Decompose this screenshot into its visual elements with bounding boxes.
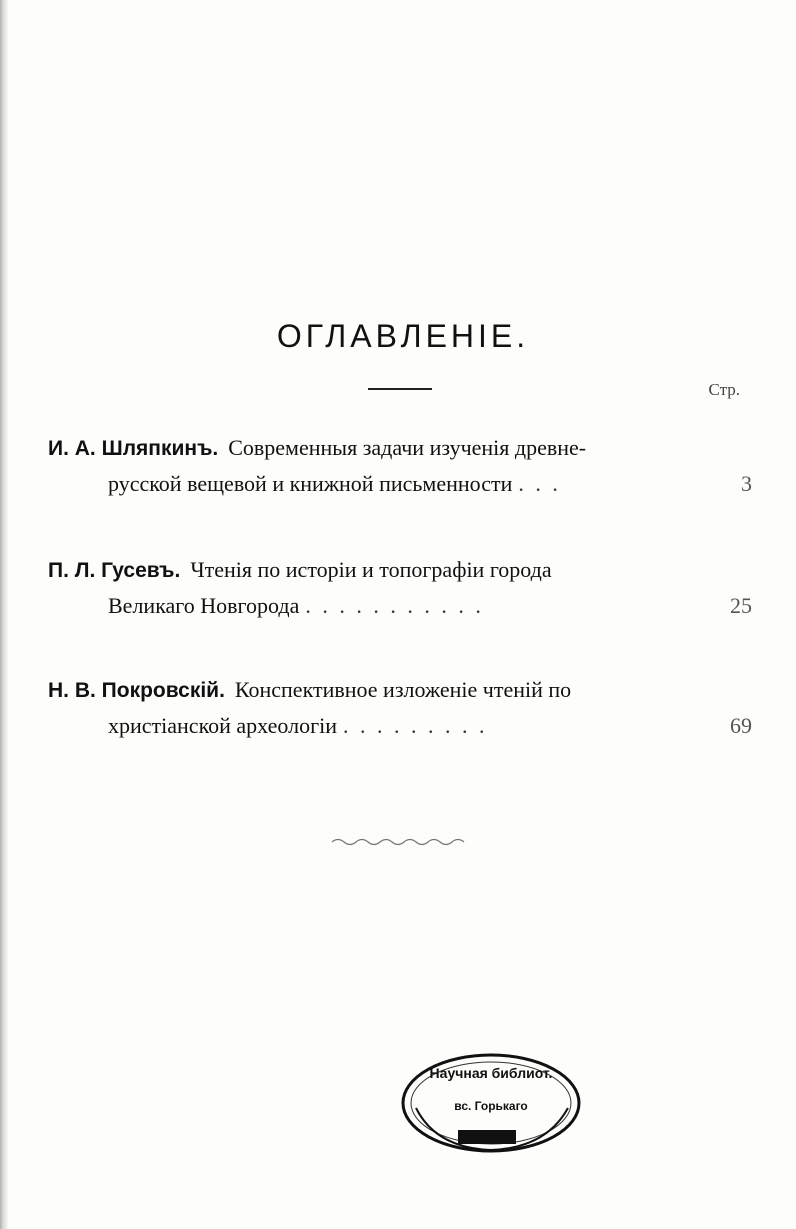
- toc-entry-page-number: 69: [730, 713, 752, 738]
- toc-entry-title-line-2: русской вещевой и книжной письменности: [108, 471, 513, 496]
- dot-leader: . . . . . . . . .: [343, 713, 488, 738]
- dot-leader: . . . . . . . . . . .: [305, 593, 484, 618]
- stamp-middle-text: вс. Горькаго: [454, 1099, 528, 1113]
- toc-entry-author: Н. В. Покровскій.: [48, 679, 225, 702]
- toc-entry-author: П. Л. Гусевъ.: [48, 559, 181, 582]
- toc-entry: [48, 672, 752, 744]
- toc-entry: [48, 552, 752, 624]
- stamp-top-text: Научная библиот.: [429, 1065, 553, 1081]
- toc-entry-line-2: [48, 466, 752, 502]
- toc-entry-page-number: 3: [741, 471, 752, 496]
- toc-entry-line-1: [48, 430, 752, 466]
- toc-entry-line-2: [48, 708, 752, 744]
- toc-entry-title-line-2: христіанской археологіи: [108, 713, 337, 738]
- page-column-header: Стр.: [708, 380, 740, 399]
- stamp-smudge: [458, 1130, 516, 1144]
- toc-entry-line-1: [48, 672, 752, 708]
- toc-entry-title-line-2: Великаго Новгорода: [108, 593, 300, 618]
- toc-entry-author: И. А. Шляпкинъ.: [48, 437, 219, 460]
- page-binding-edge: [0, 0, 8, 1229]
- toc-entry-line-1: [48, 552, 752, 588]
- toc-entry: [48, 430, 752, 502]
- title-divider: [368, 388, 432, 390]
- toc-entry-page-number: 25: [730, 593, 752, 618]
- page-title: ОГЛАВЛЕНІЕ.: [276, 318, 530, 354]
- dot-leader: . . .: [518, 471, 561, 496]
- toc-entry-title-line-1: Конспективное изложеніе чтеній по: [234, 677, 572, 702]
- toc-entry-line-2: [48, 588, 752, 624]
- toc-entry-title-line-1: Чтенія по исторіи и топографіи города: [190, 557, 552, 582]
- toc-entry-title-line-1: Современныя задачи изученія древне-: [228, 435, 587, 460]
- tail-ornament: [330, 836, 470, 848]
- library-stamp: [396, 1048, 586, 1158]
